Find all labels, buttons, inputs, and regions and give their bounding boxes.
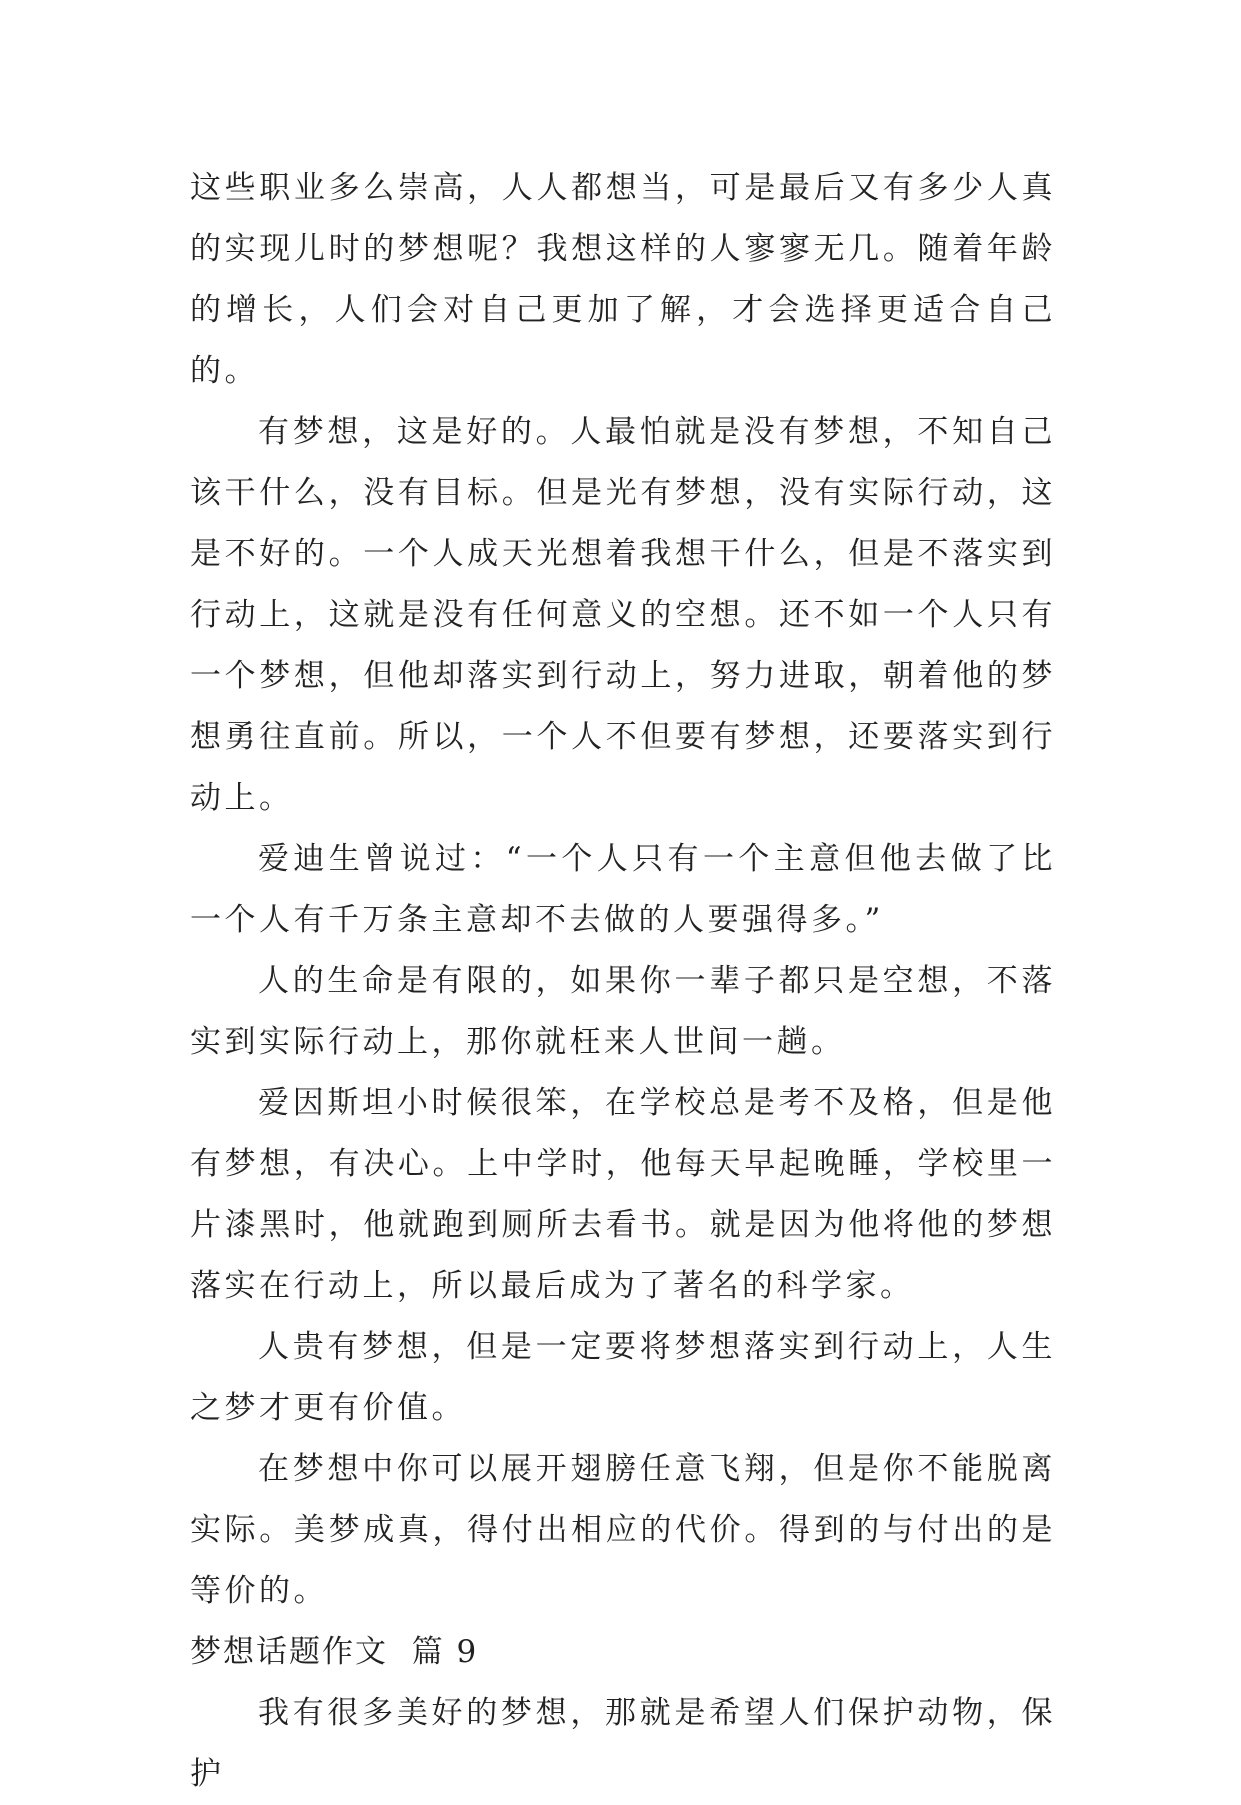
paragraph: 人的生命是有限的，如果你一辈子都只是空想，不落实到实际行动上，那你就枉来人世间一趟。 xyxy=(190,963,1056,1060)
paragraph-continuation: 这些职业多么崇高，人人都想当，可是最后又有多少人真的实现儿时的梦想呢？我想这样的人寥寥无几。随着年龄的增长，人们会对自己更加了解，才会选择更适合自己的。 xyxy=(190,170,1056,389)
paragraph: 人贵有梦想，但是一定要将梦想落实到行动上，人生之梦才更有价值。 xyxy=(190,1329,1056,1426)
document-body xyxy=(190,158,1056,1805)
paragraph-quote: 爱迪生曾说过：“一个人只有一个主意但他去做了比一个人有千万条主意却不去做的人要强得多。” xyxy=(190,841,1056,938)
paragraph: 我有很多美好的梦想，那就是希望人们保护动物，保护 xyxy=(190,1695,1056,1792)
paragraph: 在梦想中你可以展开翅膀任意飞翔，但是你不能脱离实际。美梦成真，得付出相应的代价。得到的与付出的是等价的。 xyxy=(190,1451,1056,1609)
paragraph: 有梦想，这是好的。人最怕就是没有梦想，不知自己该干什么，没有目标。但是光有梦想，没有实际行动，这是不好的。一个人成天光想着我想干什么，但是不落实到行动上，这就是没有任何意义的空想。还不如一个人只有一个梦想，但他却落实到行动上，努力进取，朝着他的梦想勇往直前。所以，一个人不但要有梦想，还要落实到行动上。 xyxy=(190,414,1056,816)
paragraph: 爱因斯坦小时候很笨，在学校总是考不及格，但是他有梦想，有决心。上中学时，他每天早起晚睡，学校里一片漆黑时，他就跑到厕所去看书。就是因为他将他的梦想落实在行动上，所以最后成为了著名的科学家。 xyxy=(190,1085,1056,1304)
section-heading: 梦想话题作文 篇 9 xyxy=(190,1634,479,1670)
